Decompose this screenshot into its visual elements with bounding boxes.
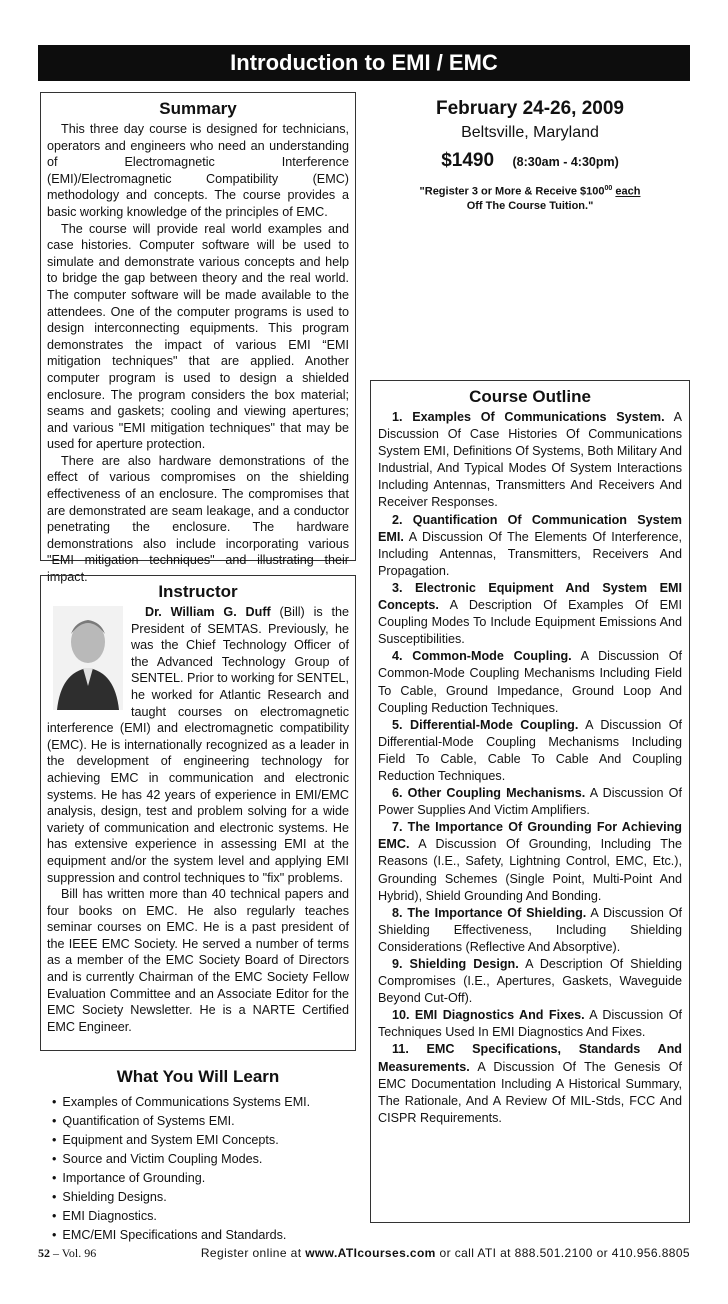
list-item: • Equipment and System EMI Concepts. (52, 1131, 350, 1150)
outline-item-body: A Description Of Shielding Compromises (I.E., Apertures, Gaskets, Waveguide Beyond Cut-Off). (378, 957, 682, 1006)
outline-item-head: 11. EMC Specifications, Standards And Measurements. (378, 1042, 682, 1074)
list-item: • Shielding Designs. (52, 1188, 350, 1207)
summary-section (40, 92, 356, 585)
outline-item (378, 905, 682, 956)
promo-post: Off The Course Tuition." (466, 199, 594, 212)
outline-item (378, 785, 682, 819)
list-item: • Source and Victim Coupling Modes. (52, 1150, 350, 1169)
volume-label: – Vol. 96 (53, 1246, 97, 1260)
outline-item (378, 1007, 682, 1041)
event-time: (8:30am - 4:30pm) (512, 155, 619, 169)
outline-item (378, 717, 682, 785)
page-number: 52 (38, 1246, 50, 1260)
list-item: • Importance of Grounding. (52, 1169, 350, 1188)
list-item: • EMC/EMI Specifications and Standards. (52, 1226, 350, 1245)
outline-item (378, 956, 682, 1007)
price-line (370, 150, 690, 172)
instructor-title: Instructor (158, 582, 238, 601)
event-location: Beltsville, Maryland (461, 124, 599, 141)
list-item: • Quantification of Systems EMI. (52, 1112, 350, 1131)
summary-paragraph: There are also hardware demonstrations of the effect of various compromises on the shielding effectiveness of an enclosure. The compromises that are demonstrated are seam leakage, and a conductor penetrating the enclosure. The hardware demonstrations also include incorporating various "EMI mitigation techniques" and illustrating their impact. (47, 453, 349, 585)
instructor-photo (53, 606, 123, 710)
event-date: February 24-26, 2009 (435, 98, 624, 119)
register-line (201, 1246, 690, 1260)
outline-item (378, 580, 682, 648)
outline-item-head: 10. EMI Diagnostics And Fixes. (392, 1008, 585, 1023)
learn-title: What You Will Learn (116, 1067, 280, 1086)
outline-item-head: 5. Differential-Mode Coupling. (392, 717, 579, 732)
outline-item-body: A Discussion Of The Elements Of Interference, Including Antennas, Transmitters, Receivers And Propagation. (378, 529, 682, 578)
outline-item-head: 1. Examples Of Communications System. (392, 410, 665, 424)
learn-list (52, 1093, 350, 1245)
outline-item-body: A Discussion Of Common-Mode Coupling Mechanisms Including Field To Cable, Ground Impedance, Ground Loop And Coupling Reduction Techniques. (378, 649, 682, 715)
outline-item-body: A Description Of Examples Of EMI Coupling Modes To Include Equipment Emissions And Susceptibilities. (378, 598, 682, 647)
promo-pre: "Register 3 or More & Receive $100 (419, 185, 605, 198)
instructor-section (40, 575, 356, 1051)
outline-item-body: A Discussion Of Shielding Effectiveness, Including Shielding Considerations (Reflective And Absorptive). (378, 905, 682, 954)
outline-item-body: A Discussion Of The Genesis Of EMC Documentation Including A Historical Summary, The Rationale, And A Review Of MIL-Stds, FCC And CISPR Requirements. (378, 1059, 682, 1125)
register-post: or call ATI at 888.501.2100 or 410.956.8805 (435, 1246, 690, 1260)
outline-item-head: 3. Electronic Equipment And System EMI Concepts. (378, 580, 682, 613)
instructor-bio-2: Bill has written more than 40 technical papers and four books on EMC. He also regularly teaches seminar courses on EMC. He is a past president of the IEEE EMC Society. He served a number of terms as a member of the EMC Society Board of Directors and is currently Chairman of the EMC Society Fellow Evaluation Committee and an Associate Editor for the EMC Society Newsletter. He is a NARTE Certified EMC Engineer. (47, 887, 349, 1034)
instructor-name: Dr. William G. Duff (145, 605, 271, 619)
outline-item-head: 6. Other Coupling Mechanisms. (392, 786, 586, 801)
course-outline-section (370, 380, 690, 1223)
page-title: Introduction to EMI / EMC (38, 45, 690, 81)
outline-item-head: 8. The Importance Of Shielding. (392, 905, 587, 920)
outline-item (378, 512, 682, 580)
page-number-block (38, 1246, 96, 1260)
register-link[interactable]: www.ATIcourses.com (305, 1246, 436, 1260)
summary-title: Summary (159, 99, 237, 118)
summary-paragraph: This three day course is designed for technicians, operators and engineers who need an understanding of Electromagnetic Interference (EMI)/Electromagnetic Compatibility (EMC) methodology and concepts. The course provides a basic working knowledge of the principles of EMC. (47, 122, 349, 219)
outline-item-head: 4. Common-Mode Coupling. (392, 649, 572, 664)
outline-item (378, 648, 682, 716)
outline-item-head: 7. The Importance Of Grounding For Achieving EMC. (378, 820, 682, 852)
register-pre: Register online at (200, 1246, 306, 1260)
outline-item (378, 819, 682, 904)
learn-section (40, 1061, 356, 1241)
outline-title: Course Outline (469, 387, 591, 406)
outline-item-body: A Discussion Of Grounding, Including The Reasons (I.E., Safety, Lightning Control, EMC, Etc.), Grounding Schemes (Single Point, Multi-Point And Hybrid), Shield Grounding And Bonding. (378, 837, 682, 903)
list-item: • Examples of Communications Systems EMI. (52, 1093, 350, 1112)
list-item: • EMI Diagnostics. (52, 1207, 350, 1226)
outline-item-body: A Discussion Of Techniques Used In EMI Diagnostics And Fixes. (378, 1008, 682, 1040)
promo-sup: 00 (604, 185, 613, 192)
outline-item (378, 409, 682, 512)
promo-text (370, 182, 690, 213)
event-price: $1490 (441, 150, 495, 171)
summary-paragraph: The course will provide real world examples and case histories. Computer software will be used to simulate and demonstrate various concepts and help to bridge the gap between theory and the real world. The computer software will be made available to the attendees. One of the computer programs is used to design interconnecting equipments. This program demonstrates the impact of various EMI “EMI mitigation techniques" that are applied. Another computer program is used to design a shielded enclosure. The program considers the box material; seams and gaskets; cooling and viewing apertures; and various "EMI mitigation techniques" that may be used for aperture protection. (47, 221, 349, 452)
outline-item-body: A Discussion Of Case Histories Of Communications System EMI, Definitions Of Systems, Both Military And Industrial, And Typical Modes Of System Interactions Including Antennas, Transmitters And Receivers And Receiver Responses. (378, 410, 682, 510)
outline-item (378, 1041, 682, 1126)
event-info (370, 92, 690, 213)
outline-item-body: A Discussion Of Differential-Mode Coupling Mechanisms Including Field To Cable, Cable To Cable And Coupling Reduction Techniques. (378, 717, 682, 783)
outline-item-head: 2. Quantification Of Communication System EMI. (378, 512, 682, 544)
instructor-bio-1: (Bill) is the President of SEMTAS. Previously, he was the Chief Technology Officer of the Advanced Technology Group of SENTEL. Prior to working for SENTEL, he worked for Atlantic Research and taught courses on electromagnetic interference (EMI) and electromagnetic compatibility (EMC). He is internationally recognized as a leader in the development of engineering technology for achieving EMC in communication and electronic systems. He has 42 years of experience in EMI/EMC analysis, design, test and problem solving for a wide variety of communication and electronic systems. He has extensive experience in assessing EMI at the equipment and/or the system level and applying EMI suppression and control techniques to "fix" problems. (47, 605, 349, 885)
promo-each: each (615, 185, 641, 198)
page-footer (38, 1246, 690, 1261)
outline-item-body: A Discussion Of Power Supplies And Victim Amplifiers. (378, 786, 682, 818)
outline-item-head: 9. Shielding Design. (392, 957, 519, 971)
